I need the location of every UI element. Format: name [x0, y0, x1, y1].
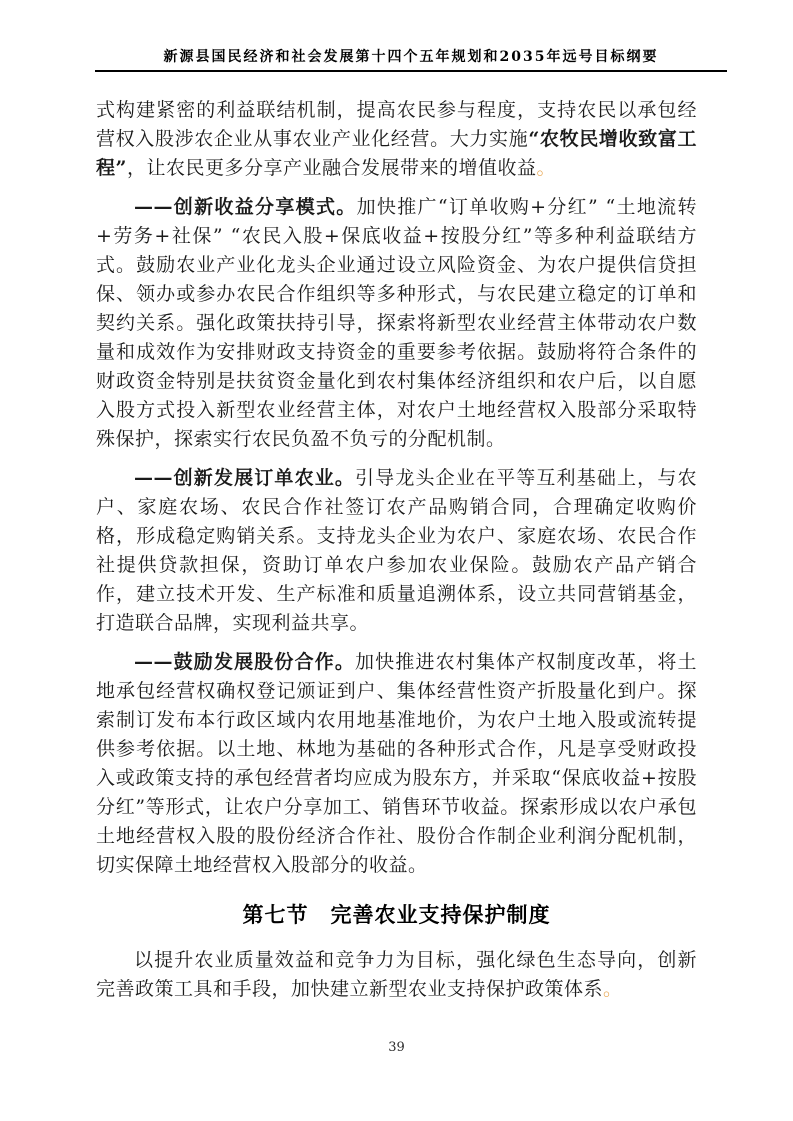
paragraph-lead-in: ——创新收益分享模式。: [134, 196, 357, 218]
running-header-title: 新源县国民经济和社会发展第十四个五年规划和2035年远号目标纲要: [95, 46, 727, 72]
body-paragraph-continuation: [96, 96, 697, 183]
paragraph-text: ，让农民更多分享产业融合发展带来的增值收益: [126, 157, 537, 179]
accent-period: 。: [536, 157, 556, 179]
paragraph-lead-in: ——鼓励发展股份合作。: [134, 651, 356, 673]
paragraph-text: 以提升农业质量效益和竞争力为目标，强化绿色生态导向，创新完善政策工具和手段，加快建立新型农业支持保护政策体系: [96, 949, 697, 1000]
body-paragraph-share-cooperation: [96, 648, 697, 880]
page-body: [96, 96, 697, 1014]
bold-phrase: “农牧民增收致富工程”: [96, 128, 697, 179]
section-heading: 第七节 完善农业支持保护制度: [242, 903, 551, 927]
paragraph-lead-in: ——创新发展订单农业。: [134, 467, 356, 489]
paragraph-text: 加快推进农村集体产权制度改革，将土地承包经营权确权登记颁证到户、集体经营性资产折股量化到户。探索制订发布本行政区域内农用地基准地价，为农户土地入股或流转提供参考依据。以土地、林地为基础的各种形式合作，凡是享受财政投入或政策支持的承包经营者均应成为股东方，并采取“保底收益+按股分红”等形式，让农户分享加工、销售环节收益。探索形成以农户承包土地经营权入股的股份经济合作社、股份合作制企业利润分配机制，切实保障土地经营权入股部分的收益。: [96, 651, 697, 876]
accent-period: 。: [603, 978, 623, 1000]
paragraph-text: 式构建紧密的利益联结机制，提高农民参与程度，支持农民以承包经营权入股涉农企业从事农业产业化经营。大力实施: [96, 99, 697, 150]
paragraph-text: 加快推广“订单收购+分红” “土地流转+劳务+社保” “农民入股+保底收益+按股分红”等多种利益联结方式。鼓励农业产业化龙头企业通过设立风险资金、为农户提供信贷担保、领办或参办农民合作组织等多种形式，与农民建立稳定的订单和契约关系。强化政策扶持引导，探索将新型农业经营主体带动农户数量和成效作为安排财政支持资金的重要参考依据。鼓励将符合条件的财政资金特别是扶贫资金量化到农村集体经济组织和农户后，以自愿入股方式投入新型农业经营主体，对农户土地经营权入股部分采取特殊保护，探索实行农民负盈不负亏的分配机制。: [96, 196, 697, 450]
body-paragraph-order-agriculture: [96, 464, 697, 638]
body-paragraph-closing: [96, 946, 697, 1004]
paragraph-text: 引导龙头企业在平等互利基础上，与农户、家庭农场、农民合作社签订农产品购销合同，合理确定收购价格，形成稳定购销关系。支持龙头企业为农户、家庭农场、农民合作社提供贷款担保，资助订单农户参加农业保险。鼓励农产品产销合作，建立技术开发、生产标准和质量追溯体系，设立共同营销基金，打造联合品牌，实现利益共享。: [96, 467, 697, 634]
body-paragraph-income-sharing: [96, 193, 697, 454]
page-number: 39: [388, 1040, 405, 1055]
